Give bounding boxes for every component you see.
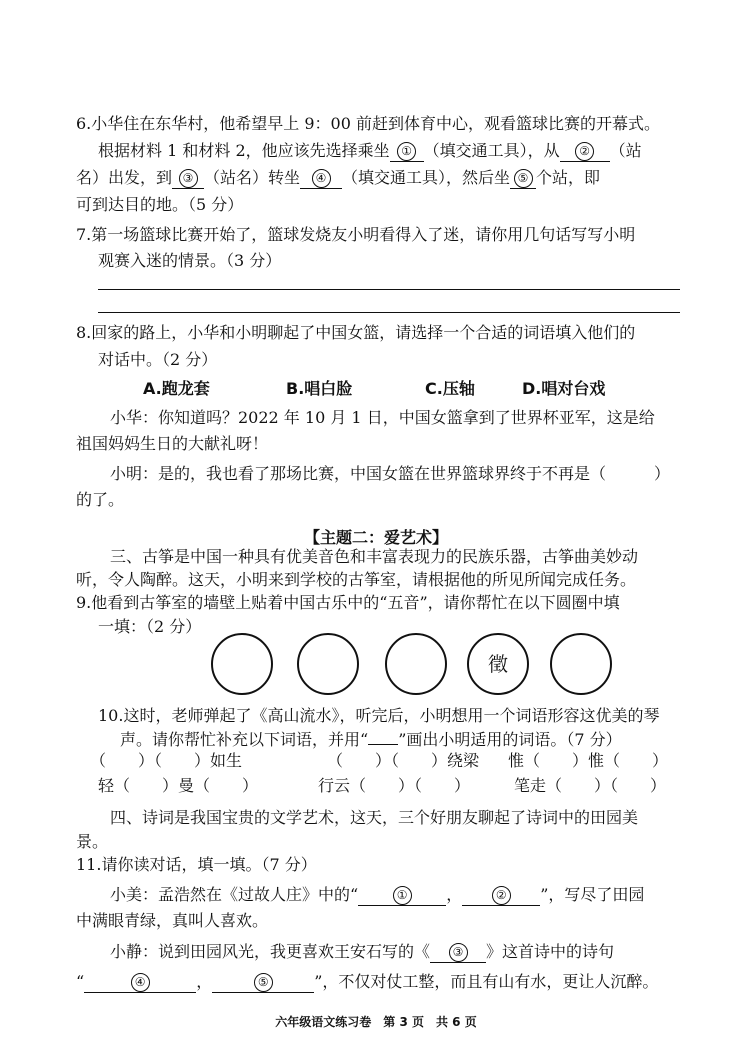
q8-line2: 对话中。（2 分） [98, 350, 218, 369]
marker-5: ⑤ [254, 973, 273, 992]
dialogue-mei-1 [110, 885, 644, 906]
q8-line1: 8.回家的路上，小华和小明聊起了中国女篮，请选择一个合适的词语填入他们的 [76, 323, 636, 342]
q11-text: ”，不仅对仗工整，而且有山有水，更让人沉醉。 [314, 972, 659, 991]
marker-1: ① [393, 886, 412, 905]
dialogue-jing-2 [76, 972, 658, 993]
tone-circle[interactable] [385, 633, 447, 695]
option-d[interactable]: D.唱对台戏 [522, 379, 606, 398]
q11-text: 小美：孟浩然在《过故人庄》中的“ [110, 885, 359, 904]
q10-line1: 10.这时，老师弹起了《高山流水》，听完后，小明想用一个词语形容这优美的琴 [98, 706, 660, 725]
q6-text: 名）出发，到 [76, 168, 173, 187]
q11-text: 》这首诗中的诗句 [486, 942, 615, 961]
dialogue-ming-2: 的了。 [76, 490, 125, 509]
marker-4: ④ [312, 169, 331, 188]
q10-text: ”画出小明适用的词语。（7 分） [398, 730, 622, 749]
q11-text: ”，写尽了田园 [540, 885, 645, 904]
answer-line-1[interactable] [98, 289, 680, 290]
q6-blank-4[interactable] [300, 169, 342, 189]
idiom-1[interactable]: （ ）（ ）如生 [90, 751, 243, 770]
q6-text: （站 [609, 141, 642, 160]
q6-text: 个站，即 [536, 168, 601, 187]
marker-3: ③ [179, 169, 198, 188]
dialogue-mei-2: 中满眼青绿，真叫人喜欢。 [76, 911, 269, 930]
page-footer: 六年级语文练习卷 第 3 页 共 6 页 [275, 1015, 477, 1029]
marker-5: ⑤ [514, 169, 533, 188]
dialogue-jing-1 [110, 942, 614, 963]
q6-line2 [98, 141, 642, 162]
q11-text: 小静：说到田园风光，我更喜欢王安石写的《 [110, 942, 431, 961]
answer-line-2[interactable] [98, 312, 680, 313]
dialogue-ming-1: 小明：是的，我也看了那场比赛，中国女篮在世界篮球界终于不再是（ ） [110, 464, 671, 483]
marker-2: ② [575, 142, 594, 161]
q7-line2: 观赛入迷的情景。（3 分） [98, 251, 282, 270]
q6-text: （填交通工具），从 [423, 141, 560, 160]
q6-blank-5[interactable] [510, 169, 536, 189]
sec3-line2: 听，令人陶醉。这天，小明来到学校的古筝室，请根据他的所见所闻完成任务。 [76, 570, 637, 589]
q7-line1: 7.第一场篮球比赛开始了，篮球发烧友小明看得入了迷，请你用几句话写写小明 [76, 225, 636, 244]
section-title: 【主题二：爱艺术】 [303, 528, 448, 547]
q6-line1: 6.小华住在东华村，他希望早上 9：00 前赶到体育中心，观看篮球比赛的开幕式。 [76, 114, 660, 133]
q6-line4: 可到达目的地。（5 分） [76, 195, 244, 214]
poem-blank-2[interactable] [462, 886, 540, 906]
q6-text: 根据材料 1 和材料 2，他应该先选择乘坐 [98, 141, 390, 160]
idiom-3[interactable]: 惟（ ）惟（ ） [508, 751, 669, 770]
poem-blank-1[interactable] [358, 886, 446, 906]
sec3-line1: 三、古筝是中国一种具有优美音色和丰富表现力的民族乐器，古筝曲美妙动 [110, 547, 639, 566]
idiom-2[interactable]: （ ）（ ）绕梁 [327, 751, 480, 770]
tone-circle-filled: 徵 [467, 633, 529, 695]
poem-title-blank[interactable] [430, 943, 486, 963]
q6-line3 [76, 168, 600, 189]
option-b[interactable]: B.唱白脸 [286, 379, 353, 398]
dialogue-hua-2: 祖国妈妈生日的大献礼呀！ [76, 434, 269, 453]
q6-blank-2[interactable] [560, 142, 610, 162]
q9-line1: 9.他看到古筝室的墙壁上贴着中国古乐中的“五音”，请你帮忙在以下圆圈中填 [76, 593, 620, 612]
marker-2: ② [492, 886, 511, 905]
q9-line2: 一填：（2 分） [98, 617, 202, 636]
q6-text: （填交通工具），然后坐 [342, 168, 511, 187]
option-c[interactable]: C.压轴 [425, 379, 475, 398]
idiom-5[interactable]: 行云（ ）（ ） [318, 776, 471, 795]
marker-3: ③ [449, 943, 468, 962]
poem-blank-4[interactable] [84, 973, 196, 993]
idiom-6[interactable]: 笔走（ ）（ ） [514, 776, 667, 795]
q11-text: “ [76, 972, 85, 991]
tone-circle[interactable] [550, 633, 612, 695]
marker-4: ④ [131, 973, 150, 992]
tone-circle[interactable] [297, 633, 359, 695]
q6-blank-1[interactable] [390, 142, 424, 162]
q11-line1: 11.请你读对话，填一填。（7 分） [76, 855, 317, 874]
q11-text: ， [446, 885, 463, 904]
sec4-line2: 景。 [76, 832, 109, 851]
sec4-line1: 四、诗词是我国宝贵的文学艺术，这天，三个好朋友聊起了诗词中的田园美 [110, 808, 639, 827]
q10-line2 [120, 730, 622, 750]
tone-circle[interactable] [211, 633, 273, 695]
idiom-4[interactable]: 轻（ ）曼（ ） [98, 776, 259, 795]
underline-sample [368, 744, 398, 745]
q11-text: ， [196, 972, 213, 991]
dialogue-hua-1: 小华：你知道吗？2022 年 10 月 1 日，中国女篮拿到了世界杯亚军，这是给 [110, 408, 655, 427]
marker-1: ① [397, 142, 416, 161]
poem-blank-5[interactable] [212, 973, 314, 993]
q10-text: 声。请你帮忙补充以下词语，并用“ [120, 730, 369, 749]
option-a[interactable]: A.跑龙套 [143, 379, 210, 398]
q6-text: （站名）转坐 [204, 168, 301, 187]
q6-blank-3[interactable] [172, 169, 204, 189]
